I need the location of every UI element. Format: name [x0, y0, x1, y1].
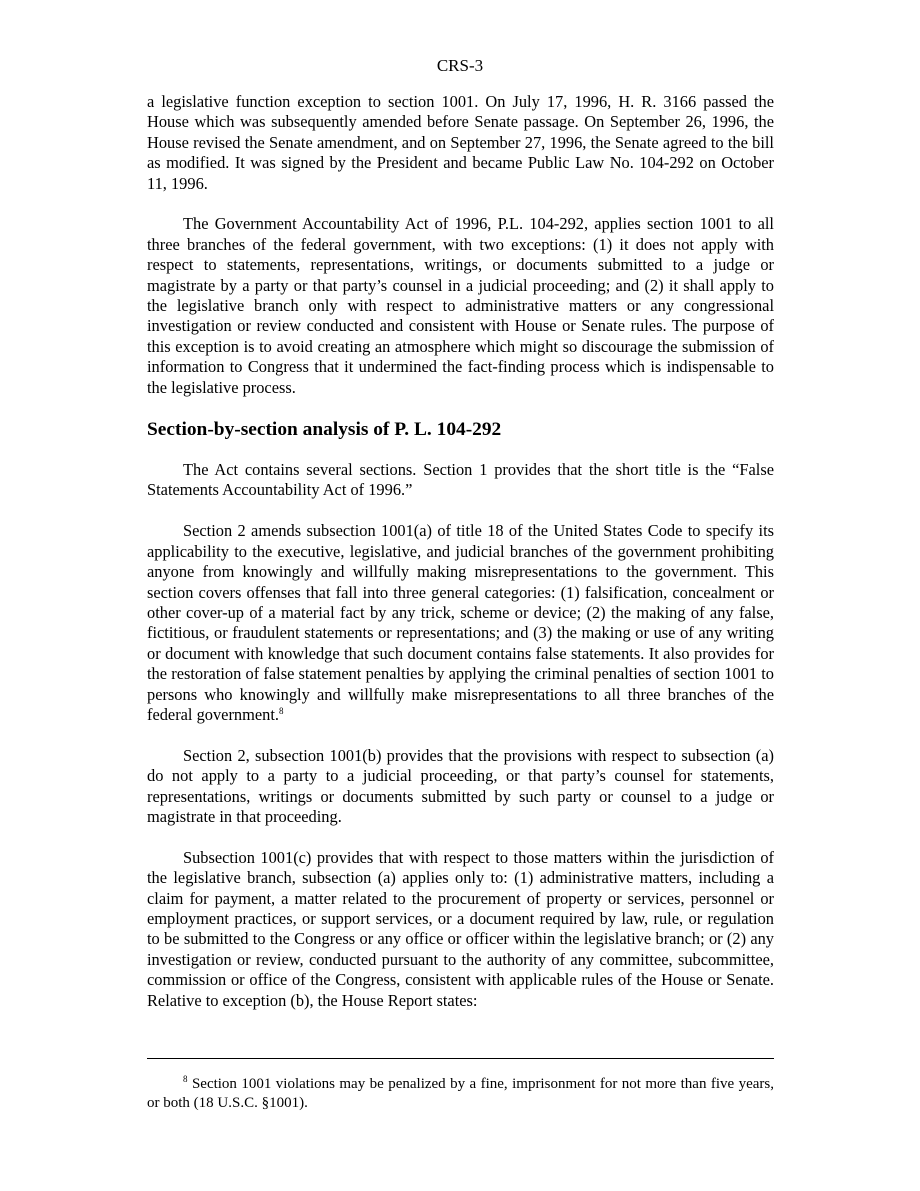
paragraph-section-1: The Act contains several sections. Section 1 provides that the short title is the “False Statements Accountability Act of 1996.” [147, 460, 774, 500]
body-text [147, 92, 774, 1011]
footnote-divider [147, 1058, 774, 1059]
paragraph-section-2 [147, 521, 774, 725]
footnote-mark: 8 [183, 1074, 188, 1084]
footnote-text: Section 1001 violations may be penalized by a fine, imprisonment for not more than five years, or both (18 U.S.C. §1001). [147, 1076, 775, 1111]
paragraph-accountability-act: The Government Accountability Act of 1996, P.L. 104-292, applies section 1001 to all three branches of the federal government, with two exceptions: (1) it does not apply with respect to statements, representations, writings, or documents submitted to a judge or magistrate by a party or that party’s counsel in a judicial proceeding; and (2) it shall apply to the legislative branch only with respect to administrative matters or any congressional investigation or review conducted and consistent with House or Senate rules. The purpose of this exception is to avoid creating an atmosphere which might so discourage the submission of information to Congress that it undermined the fact-finding process which is indispensable to the legislative process. [147, 214, 774, 397]
paragraph-subsection-b: Section 2, subsection 1001(b) provides that the provisions with respect to subsection (a) do not apply to a party to a judicial proceeding, or that party’s counsel for statements, representations, writings or documents submitted by such party or counsel to a judge or magistrate in that proceeding. [147, 745, 774, 826]
paragraph-continuation: a legislative function exception to section 1001. On July 17, 1996, H. R. 3166 passed the House which was subsequently amended before Senate passage. On September 26, 1996, the House revised the Senate amendment, and on September 27, 1996, the Senate agreed to the bill as modified. It was signed by the President and became Public Law No. 104-292 on October 11, 1996. [147, 92, 774, 193]
footnote-reference: 8 [278, 705, 284, 716]
page-number-header: CRS-3 [436, 56, 484, 75]
paragraph-section-2-text: Section 2 amends subsection 1001(a) of title 18 of the United States Code to specify its applicability to the executive, legislative, and judicial branches of the government prohibiting anyone from knowingly and willfully making misrepresentations to the government. This section covers offenses that fall into three general categories: (1) falsification, concealment or other cover-up of a material fact by any trick, scheme or device; (2) the making of any false, fictitious, or fraudulent statements or representations; and (3) the making or use of any writing or document with knowledge that such document contains false statements. It also provides for the restoration of false statement penalties by applying the criminal penalties of section 1001 to persons who knowingly and willfully make misrepresentations to all three branches of the federal government. [147, 521, 774, 724]
section-heading: Section-by-section analysis of P. L. 104-292 [147, 419, 502, 441]
footnote [147, 1075, 774, 1113]
paragraph-subsection-c: Subsection 1001(c) provides that with respect to those matters within the jurisdiction of the legislative branch, subsection (a) applies only to: (1) administrative matters, including a claim for payment, a matter related to the procurement of property or services, personnel or employment practices, or support services, or a document required by law, rule, or regulation to be submitted to the Congress or any office or officer within the legislative branch; or (2) any investigation or review, conducted pursuant to the authority of any committee, subcommittee, commission or office of the Congress, consistent with applicable rules of the House or Senate. Relative to exception (b), the House Report states: [147, 847, 774, 1010]
